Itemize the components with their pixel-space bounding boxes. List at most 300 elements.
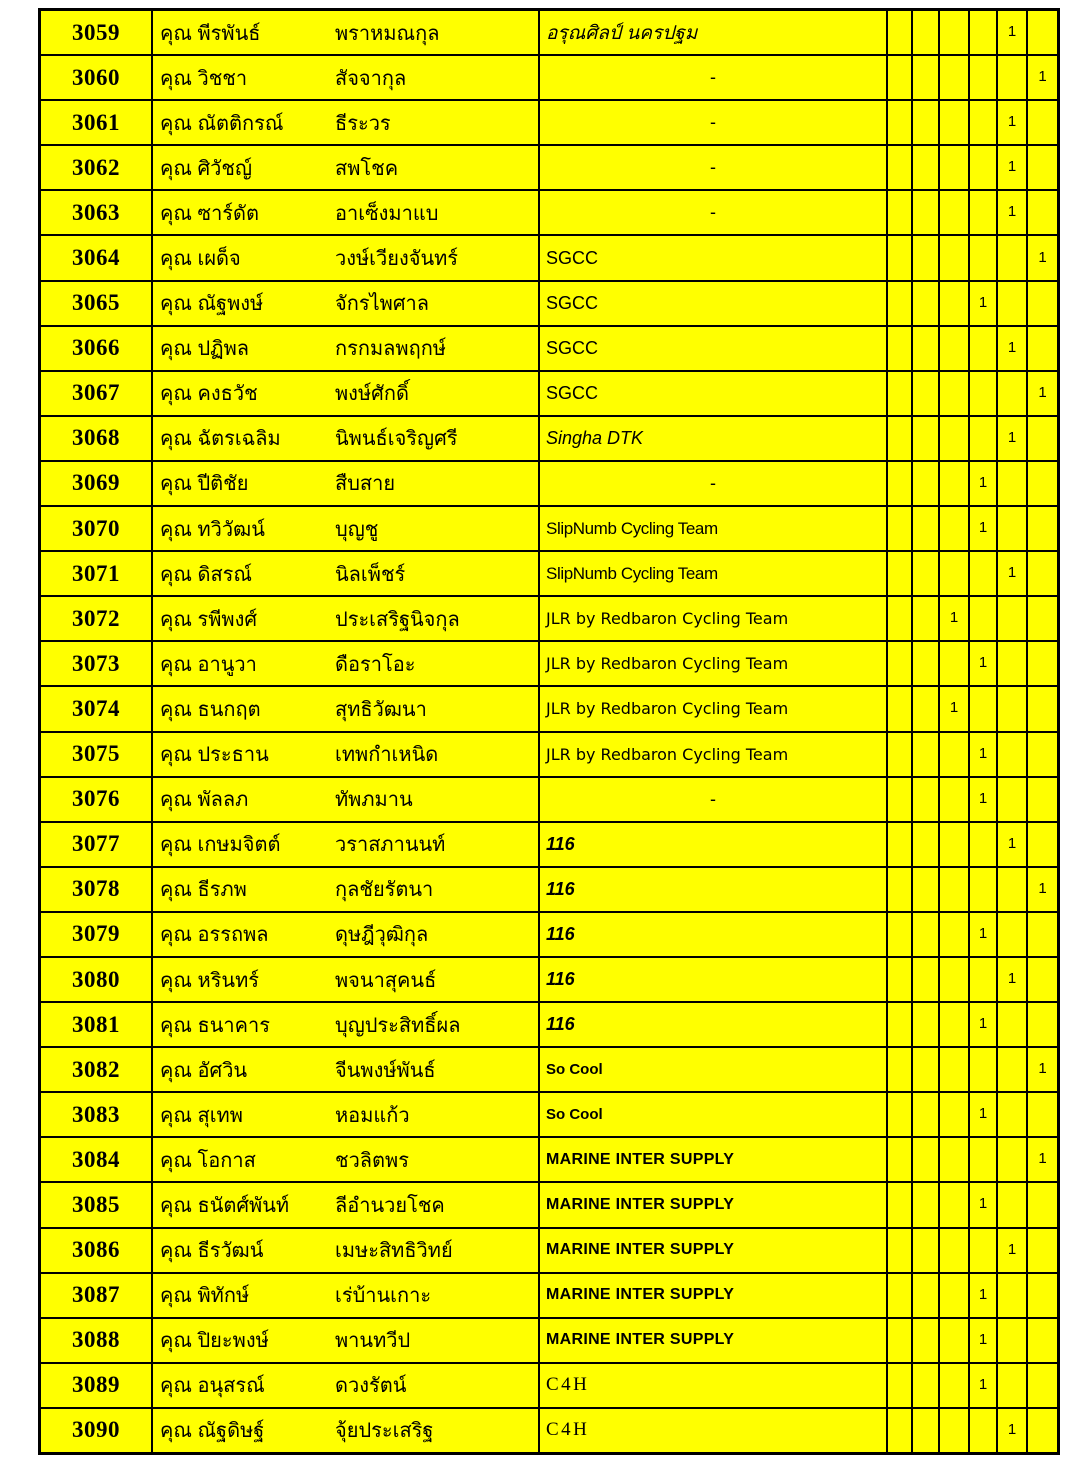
rider-id-cell: 3073 bbox=[41, 642, 153, 685]
team-cell: MARINE INTER SUPPLY bbox=[540, 1183, 888, 1226]
tally-cell-4: 1 bbox=[970, 778, 998, 821]
last-name-cell: พานทวีป bbox=[333, 1319, 540, 1362]
last-name-cell: ชวลิตพร bbox=[333, 1138, 540, 1181]
tally-cell-2 bbox=[913, 1048, 940, 1091]
tally-cell-5 bbox=[998, 1319, 1028, 1362]
tally-cell-1 bbox=[888, 1229, 913, 1272]
last-name-cell: จักรไพศาล bbox=[333, 282, 540, 325]
table-row bbox=[41, 868, 1057, 913]
tally-cell-5 bbox=[998, 687, 1028, 730]
tally-cell-3: 1 bbox=[940, 597, 970, 640]
team-cell: 116 bbox=[540, 823, 888, 866]
last-name-cell: นิลเพ็ชร์ bbox=[333, 552, 540, 595]
tally-cell-5 bbox=[998, 868, 1028, 911]
tally-cell-3 bbox=[940, 552, 970, 595]
first-name-cell: คุณ อานูวา bbox=[153, 642, 333, 685]
tally-cell-6 bbox=[1028, 778, 1057, 821]
table-row bbox=[41, 507, 1057, 552]
tally-cell-5 bbox=[998, 56, 1028, 99]
tally-cell-3 bbox=[940, 778, 970, 821]
tally-cell-5 bbox=[998, 1048, 1028, 1091]
tally-cell-1 bbox=[888, 778, 913, 821]
tally-cell-2 bbox=[913, 868, 940, 911]
tally-cell-1 bbox=[888, 642, 913, 685]
tally-cell-6 bbox=[1028, 1229, 1057, 1272]
rider-id-cell: 3076 bbox=[41, 778, 153, 821]
table-row bbox=[41, 56, 1057, 101]
tally-cell-6 bbox=[1028, 146, 1057, 189]
tally-cell-4: 1 bbox=[970, 733, 998, 776]
rider-id-cell: 3064 bbox=[41, 236, 153, 279]
tally-cell-3 bbox=[940, 823, 970, 866]
tally-cell-1 bbox=[888, 958, 913, 1001]
tally-cell-5: 1 bbox=[998, 958, 1028, 1001]
first-name-cell: คุณ อรรถพล bbox=[153, 913, 333, 956]
tally-cell-5: 1 bbox=[998, 191, 1028, 234]
team-cell: 116 bbox=[540, 1003, 888, 1046]
table-row bbox=[41, 1093, 1057, 1138]
tally-cell-6 bbox=[1028, 687, 1057, 730]
tally-cell-5 bbox=[998, 282, 1028, 325]
tally-cell-4: 1 bbox=[970, 1003, 998, 1046]
tally-cell-1 bbox=[888, 146, 913, 189]
rider-id-cell: 3069 bbox=[41, 462, 153, 505]
team-cell: MARINE INTER SUPPLY bbox=[540, 1229, 888, 1272]
tally-cell-3 bbox=[940, 56, 970, 99]
tally-cell-2 bbox=[913, 56, 940, 99]
tally-cell-4 bbox=[970, 823, 998, 866]
tally-cell-6 bbox=[1028, 1409, 1057, 1452]
first-name-cell: คุณ สุเทพ bbox=[153, 1093, 333, 1136]
tally-cell-3 bbox=[940, 913, 970, 956]
tally-cell-5 bbox=[998, 1364, 1028, 1407]
team-cell: So Cool bbox=[540, 1093, 888, 1136]
last-name-cell: พจนาสุคนธ์ bbox=[333, 958, 540, 1001]
team-cell: - bbox=[540, 462, 888, 505]
first-name-cell: คุณ ธนกฤต bbox=[153, 687, 333, 730]
tally-cell-6 bbox=[1028, 417, 1057, 460]
tally-cell-2 bbox=[913, 1274, 940, 1317]
table-row bbox=[41, 417, 1057, 462]
last-name-cell: ประเสริฐนิจกุล bbox=[333, 597, 540, 640]
tally-cell-5 bbox=[998, 236, 1028, 279]
tally-cell-4 bbox=[970, 868, 998, 911]
rider-id-cell: 3062 bbox=[41, 146, 153, 189]
tally-cell-1 bbox=[888, 868, 913, 911]
table-row bbox=[41, 1048, 1057, 1093]
tally-cell-4 bbox=[970, 101, 998, 144]
tally-cell-4 bbox=[970, 1229, 998, 1272]
last-name-cell: พราหมณกุล bbox=[333, 11, 540, 54]
team-cell: 116 bbox=[540, 868, 888, 911]
team-cell: So Cool bbox=[540, 1048, 888, 1091]
table-row bbox=[41, 462, 1057, 507]
team-cell: SlipNumb Cycling Team bbox=[540, 507, 888, 550]
tally-cell-5 bbox=[998, 1183, 1028, 1226]
tally-cell-3 bbox=[940, 462, 970, 505]
first-name-cell: คุณ พัลลภ bbox=[153, 778, 333, 821]
tally-cell-5 bbox=[998, 462, 1028, 505]
first-name-cell: คุณ ณัตติกรณ์ bbox=[153, 101, 333, 144]
tally-cell-6 bbox=[1028, 823, 1057, 866]
tally-cell-6: 1 bbox=[1028, 236, 1057, 279]
team-cell: อรุณศิลป์ นครปฐม bbox=[540, 11, 888, 54]
table-row bbox=[41, 11, 1057, 56]
tally-cell-3: 1 bbox=[940, 687, 970, 730]
roster-table bbox=[38, 8, 1060, 1455]
tally-cell-5 bbox=[998, 913, 1028, 956]
tally-cell-2 bbox=[913, 597, 940, 640]
rider-id-cell: 3059 bbox=[41, 11, 153, 54]
tally-cell-6 bbox=[1028, 191, 1057, 234]
rider-id-cell: 3080 bbox=[41, 958, 153, 1001]
tally-cell-4: 1 bbox=[970, 462, 998, 505]
first-name-cell: คุณ หรินทร์ bbox=[153, 958, 333, 1001]
tally-cell-6 bbox=[1028, 101, 1057, 144]
last-name-cell: อาเซ็งมาแบ bbox=[333, 191, 540, 234]
tally-cell-2 bbox=[913, 507, 940, 550]
first-name-cell: คุณ ธีรภพ bbox=[153, 868, 333, 911]
tally-cell-6 bbox=[1028, 552, 1057, 595]
rider-id-cell: 3060 bbox=[41, 56, 153, 99]
tally-cell-1 bbox=[888, 913, 913, 956]
tally-cell-5: 1 bbox=[998, 146, 1028, 189]
tally-cell-2 bbox=[913, 11, 940, 54]
tally-cell-4: 1 bbox=[970, 1093, 998, 1136]
rider-id-cell: 3081 bbox=[41, 1003, 153, 1046]
tally-cell-1 bbox=[888, 1138, 913, 1181]
tally-cell-4 bbox=[970, 56, 998, 99]
tally-cell-1 bbox=[888, 56, 913, 99]
last-name-cell: ทัพภมาน bbox=[333, 778, 540, 821]
tally-cell-1 bbox=[888, 507, 913, 550]
last-name-cell: สัจจากุล bbox=[333, 56, 540, 99]
team-cell: MARINE INTER SUPPLY bbox=[540, 1319, 888, 1362]
tally-cell-5: 1 bbox=[998, 1409, 1028, 1452]
tally-cell-6: 1 bbox=[1028, 56, 1057, 99]
rider-id-cell: 3078 bbox=[41, 868, 153, 911]
tally-cell-5 bbox=[998, 507, 1028, 550]
tally-cell-6 bbox=[1028, 507, 1057, 550]
tally-cell-2 bbox=[913, 327, 940, 370]
team-cell: 116 bbox=[540, 958, 888, 1001]
tally-cell-5: 1 bbox=[998, 823, 1028, 866]
table-row bbox=[41, 1138, 1057, 1183]
first-name-cell: คุณ อนุสรณ์ bbox=[153, 1364, 333, 1407]
team-cell: SGCC bbox=[540, 236, 888, 279]
tally-cell-1 bbox=[888, 1093, 913, 1136]
tally-cell-5 bbox=[998, 1003, 1028, 1046]
last-name-cell: ดือราโอะ bbox=[333, 642, 540, 685]
tally-cell-4 bbox=[970, 327, 998, 370]
table-row bbox=[41, 958, 1057, 1003]
tally-cell-2 bbox=[913, 1409, 940, 1452]
tally-cell-6: 1 bbox=[1028, 1048, 1057, 1091]
table-row bbox=[41, 1409, 1057, 1452]
tally-cell-6 bbox=[1028, 1319, 1057, 1362]
team-cell: SGCC bbox=[540, 282, 888, 325]
tally-cell-4 bbox=[970, 552, 998, 595]
tally-cell-3 bbox=[940, 1364, 970, 1407]
first-name-cell: คุณ คงธวัช bbox=[153, 372, 333, 415]
team-cell: MARINE INTER SUPPLY bbox=[540, 1138, 888, 1181]
tally-cell-3 bbox=[940, 1093, 970, 1136]
table-row bbox=[41, 1274, 1057, 1319]
tally-cell-3 bbox=[940, 417, 970, 460]
last-name-cell: วงษ์เวียงจันทร์ bbox=[333, 236, 540, 279]
last-name-cell: ดุษฎีวุฒิกุล bbox=[333, 913, 540, 956]
rider-id-cell: 3085 bbox=[41, 1183, 153, 1226]
first-name-cell: คุณ โอกาส bbox=[153, 1138, 333, 1181]
tally-cell-1 bbox=[888, 733, 913, 776]
tally-cell-2 bbox=[913, 462, 940, 505]
tally-cell-3 bbox=[940, 101, 970, 144]
table-row bbox=[41, 1319, 1057, 1364]
team-cell: MARINE INTER SUPPLY bbox=[540, 1274, 888, 1317]
rider-id-cell: 3061 bbox=[41, 101, 153, 144]
tally-cell-1 bbox=[888, 191, 913, 234]
first-name-cell: คุณ ฉัตรเฉลิม bbox=[153, 417, 333, 460]
tally-cell-2 bbox=[913, 101, 940, 144]
last-name-cell: กุลชัยรัตนา bbox=[333, 868, 540, 911]
rider-id-cell: 3063 bbox=[41, 191, 153, 234]
tally-cell-1 bbox=[888, 597, 913, 640]
table-row bbox=[41, 101, 1057, 146]
table-row bbox=[41, 191, 1057, 236]
tally-cell-6 bbox=[1028, 597, 1057, 640]
tally-cell-4: 1 bbox=[970, 507, 998, 550]
first-name-cell: คุณ ซาร์ดัต bbox=[153, 191, 333, 234]
tally-cell-3 bbox=[940, 327, 970, 370]
tally-cell-1 bbox=[888, 417, 913, 460]
rider-id-cell: 3074 bbox=[41, 687, 153, 730]
team-cell: - bbox=[540, 191, 888, 234]
tally-cell-2 bbox=[913, 913, 940, 956]
tally-cell-1 bbox=[888, 552, 913, 595]
tally-cell-2 bbox=[913, 417, 940, 460]
first-name-cell: คุณ ธีรวัฒน์ bbox=[153, 1229, 333, 1272]
tally-cell-4: 1 bbox=[970, 642, 998, 685]
rider-id-cell: 3083 bbox=[41, 1093, 153, 1136]
tally-cell-2 bbox=[913, 778, 940, 821]
team-cell: - bbox=[540, 146, 888, 189]
tally-cell-2 bbox=[913, 282, 940, 325]
rider-id-cell: 3070 bbox=[41, 507, 153, 550]
tally-cell-1 bbox=[888, 462, 913, 505]
table-row bbox=[41, 1229, 1057, 1274]
rider-id-cell: 3088 bbox=[41, 1319, 153, 1362]
tally-cell-1 bbox=[888, 1364, 913, 1407]
tally-cell-1 bbox=[888, 282, 913, 325]
tally-cell-2 bbox=[913, 958, 940, 1001]
tally-cell-5 bbox=[998, 372, 1028, 415]
rider-id-cell: 3079 bbox=[41, 913, 153, 956]
rider-id-cell: 3087 bbox=[41, 1274, 153, 1317]
team-cell: C4H bbox=[540, 1364, 888, 1407]
tally-cell-3 bbox=[940, 958, 970, 1001]
team-cell: SlipNumb Cycling Team bbox=[540, 552, 888, 595]
first-name-cell: คุณ ธนัตศ์พันท์ bbox=[153, 1183, 333, 1226]
table-row bbox=[41, 913, 1057, 958]
tally-cell-2 bbox=[913, 642, 940, 685]
tally-cell-3 bbox=[940, 11, 970, 54]
tally-cell-1 bbox=[888, 1048, 913, 1091]
tally-cell-2 bbox=[913, 1319, 940, 1362]
tally-cell-2 bbox=[913, 1364, 940, 1407]
table-row bbox=[41, 327, 1057, 372]
last-name-cell: พงษ์ศักดิ์ bbox=[333, 372, 540, 415]
tally-cell-6 bbox=[1028, 1183, 1057, 1226]
table-row bbox=[41, 823, 1057, 868]
team-cell: JLR by Redbaron Cycling Team bbox=[540, 733, 888, 776]
last-name-cell: จุ้ยประเสริฐ bbox=[333, 1409, 540, 1452]
tally-cell-6 bbox=[1028, 1003, 1057, 1046]
tally-cell-2 bbox=[913, 1229, 940, 1272]
tally-cell-3 bbox=[940, 372, 970, 415]
first-name-cell: คุณ วิชชา bbox=[153, 56, 333, 99]
tally-cell-5 bbox=[998, 1093, 1028, 1136]
tally-cell-4 bbox=[970, 417, 998, 460]
first-name-cell: คุณ ปฏิพล bbox=[153, 327, 333, 370]
first-name-cell: คุณ ปีติชัย bbox=[153, 462, 333, 505]
tally-cell-5 bbox=[998, 733, 1028, 776]
team-cell: Singha DTK bbox=[540, 417, 888, 460]
tally-cell-5: 1 bbox=[998, 327, 1028, 370]
first-name-cell: คุณ อัศวิน bbox=[153, 1048, 333, 1091]
tally-cell-6 bbox=[1028, 958, 1057, 1001]
tally-cell-6 bbox=[1028, 733, 1057, 776]
tally-cell-4 bbox=[970, 1409, 998, 1452]
tally-cell-6: 1 bbox=[1028, 372, 1057, 415]
last-name-cell: จีนพงษ์พันธ์ bbox=[333, 1048, 540, 1091]
tally-cell-1 bbox=[888, 687, 913, 730]
last-name-cell: นิพนธ์เจริญศรี bbox=[333, 417, 540, 460]
tally-cell-2 bbox=[913, 1093, 940, 1136]
team-cell: C4H bbox=[540, 1409, 888, 1452]
team-cell: - bbox=[540, 778, 888, 821]
tally-cell-6 bbox=[1028, 282, 1057, 325]
tally-cell-5 bbox=[998, 778, 1028, 821]
tally-cell-5 bbox=[998, 1274, 1028, 1317]
tally-cell-1 bbox=[888, 101, 913, 144]
first-name-cell: คุณ ณัฐดิษฐ์ bbox=[153, 1409, 333, 1452]
last-name-cell: เร่บ้านเกาะ bbox=[333, 1274, 540, 1317]
tally-cell-1 bbox=[888, 327, 913, 370]
rider-id-cell: 3082 bbox=[41, 1048, 153, 1091]
last-name-cell: ดวงรัตน์ bbox=[333, 1364, 540, 1407]
last-name-cell: ธีระวร bbox=[333, 101, 540, 144]
tally-cell-1 bbox=[888, 372, 913, 415]
tally-cell-6 bbox=[1028, 1364, 1057, 1407]
last-name-cell: สพโชค bbox=[333, 146, 540, 189]
rider-id-cell: 3090 bbox=[41, 1409, 153, 1452]
tally-cell-5: 1 bbox=[998, 417, 1028, 460]
first-name-cell: คุณ เกษมจิตต์ bbox=[153, 823, 333, 866]
tally-cell-4: 1 bbox=[970, 1274, 998, 1317]
tally-cell-3 bbox=[940, 868, 970, 911]
tally-cell-4 bbox=[970, 191, 998, 234]
first-name-cell: คุณ ปิยะพงษ์ bbox=[153, 1319, 333, 1362]
first-name-cell: คุณ รพีพงศ์ bbox=[153, 597, 333, 640]
tally-cell-1 bbox=[888, 1409, 913, 1452]
first-name-cell: คุณ พิทักษ์ bbox=[153, 1274, 333, 1317]
tally-cell-2 bbox=[913, 823, 940, 866]
tally-cell-6 bbox=[1028, 327, 1057, 370]
table-row bbox=[41, 1003, 1057, 1048]
table-row bbox=[41, 687, 1057, 732]
tally-cell-1 bbox=[888, 11, 913, 54]
first-name-cell: คุณ พีรพันธ์ bbox=[153, 11, 333, 54]
team-cell: SGCC bbox=[540, 327, 888, 370]
rider-id-cell: 3071 bbox=[41, 552, 153, 595]
tally-cell-3 bbox=[940, 1274, 970, 1317]
tally-cell-4 bbox=[970, 146, 998, 189]
rider-id-cell: 3066 bbox=[41, 327, 153, 370]
table-row bbox=[41, 552, 1057, 597]
tally-cell-4: 1 bbox=[970, 913, 998, 956]
tally-cell-1 bbox=[888, 823, 913, 866]
first-name-cell: คุณ ธนาคาร bbox=[153, 1003, 333, 1046]
last-name-cell: เมษะสิทธิวิทย์ bbox=[333, 1229, 540, 1272]
tally-cell-3 bbox=[940, 236, 970, 279]
tally-cell-5 bbox=[998, 597, 1028, 640]
tally-cell-4: 1 bbox=[970, 1183, 998, 1226]
table-row bbox=[41, 733, 1057, 778]
team-cell: - bbox=[540, 101, 888, 144]
tally-cell-6 bbox=[1028, 642, 1057, 685]
rider-id-cell: 3065 bbox=[41, 282, 153, 325]
last-name-cell: บุญชู bbox=[333, 507, 540, 550]
tally-cell-4: 1 bbox=[970, 1319, 998, 1362]
tally-cell-2 bbox=[913, 191, 940, 234]
table-row bbox=[41, 1183, 1057, 1228]
tally-cell-3 bbox=[940, 191, 970, 234]
team-cell: SGCC bbox=[540, 372, 888, 415]
tally-cell-4: 1 bbox=[970, 282, 998, 325]
tally-cell-3 bbox=[940, 1003, 970, 1046]
team-cell: 116 bbox=[540, 913, 888, 956]
tally-cell-6 bbox=[1028, 1093, 1057, 1136]
tally-cell-1 bbox=[888, 1183, 913, 1226]
tally-cell-3 bbox=[940, 507, 970, 550]
tally-cell-4 bbox=[970, 1138, 998, 1181]
tally-cell-3 bbox=[940, 1183, 970, 1226]
last-name-cell: ลีอำนวยโชค bbox=[333, 1183, 540, 1226]
tally-cell-5: 1 bbox=[998, 101, 1028, 144]
first-name-cell: คุณ ดิสรณ์ bbox=[153, 552, 333, 595]
last-name-cell: เทพกำเหนิด bbox=[333, 733, 540, 776]
last-name-cell: วราสภานนท์ bbox=[333, 823, 540, 866]
tally-cell-3 bbox=[940, 1048, 970, 1091]
table-row bbox=[41, 236, 1057, 281]
tally-cell-3 bbox=[940, 1319, 970, 1362]
table-row bbox=[41, 146, 1057, 191]
tally-cell-6 bbox=[1028, 1274, 1057, 1317]
tally-cell-2 bbox=[913, 552, 940, 595]
tally-cell-4 bbox=[970, 958, 998, 1001]
tally-cell-3 bbox=[940, 642, 970, 685]
tally-cell-6: 1 bbox=[1028, 868, 1057, 911]
table-row bbox=[41, 642, 1057, 687]
tally-cell-5: 1 bbox=[998, 11, 1028, 54]
tally-cell-2 bbox=[913, 146, 940, 189]
tally-cell-5: 1 bbox=[998, 1229, 1028, 1272]
tally-cell-1 bbox=[888, 1003, 913, 1046]
tally-cell-5 bbox=[998, 1138, 1028, 1181]
table-row bbox=[41, 1364, 1057, 1409]
tally-cell-1 bbox=[888, 1274, 913, 1317]
tally-cell-2 bbox=[913, 372, 940, 415]
